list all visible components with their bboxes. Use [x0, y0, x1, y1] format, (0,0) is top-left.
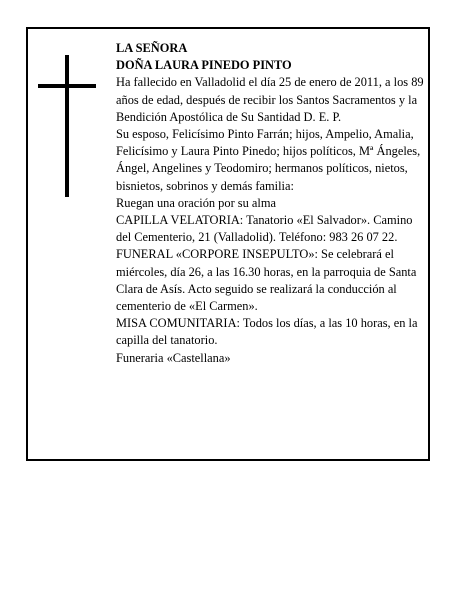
notice-title: LA SEÑORA: [116, 41, 188, 55]
mass-info: MISA COMUNITARIA: Todos los días, a las 10 horas, en la capilla del tanatorio.: [116, 316, 418, 348]
cross-icon: [38, 55, 96, 197]
notice-text: [116, 40, 426, 367]
deceased-name: DOÑA LAURA PINEDO PINTO: [116, 58, 292, 73]
funeral-info: FUNERAL «CORPORE INSEPULTO»: Se celebrará el miércoles, día 26, a las 16.30 horas, en la parroquia de Santa Clara de Asís. Acto seguido se realizará la conducción al cementerio de «El Carmen».: [116, 247, 417, 314]
family-list: Su esposo, Felicísimo Pinto Farrán; hijos, Ampelio, Amalia, Felicísimo y Laura Pinto Pinedo; hijos políticos, Mª Ángeles, Ángel, Angelines y Teodomiro; hermanos políticos, nietos, bisnietos, sobrinos y demás familia:: [116, 127, 421, 193]
cross-vertical-bar: [65, 55, 69, 197]
obituary-notice: [26, 27, 430, 461]
cross-horizontal-bar: [38, 84, 96, 88]
prayer-request: Ruegan una oración por su alma: [116, 195, 276, 210]
funeral-home: Funeraria «Castellana»: [116, 350, 231, 365]
chapel-info: CAPILLA VELATORIA: Tanatorio «El Salvador». Camino del Cementerio, 21 (Valladolid). Teléfono: 983 26 07 22.: [116, 213, 413, 245]
death-announcement: Ha fallecido en Valladolid el día 25 de enero de 2011, a los 89 años de edad, después de recibir los Santos Sacramentos y la Bendición Apostólica de Su Santidad D. E. P.: [116, 75, 424, 124]
